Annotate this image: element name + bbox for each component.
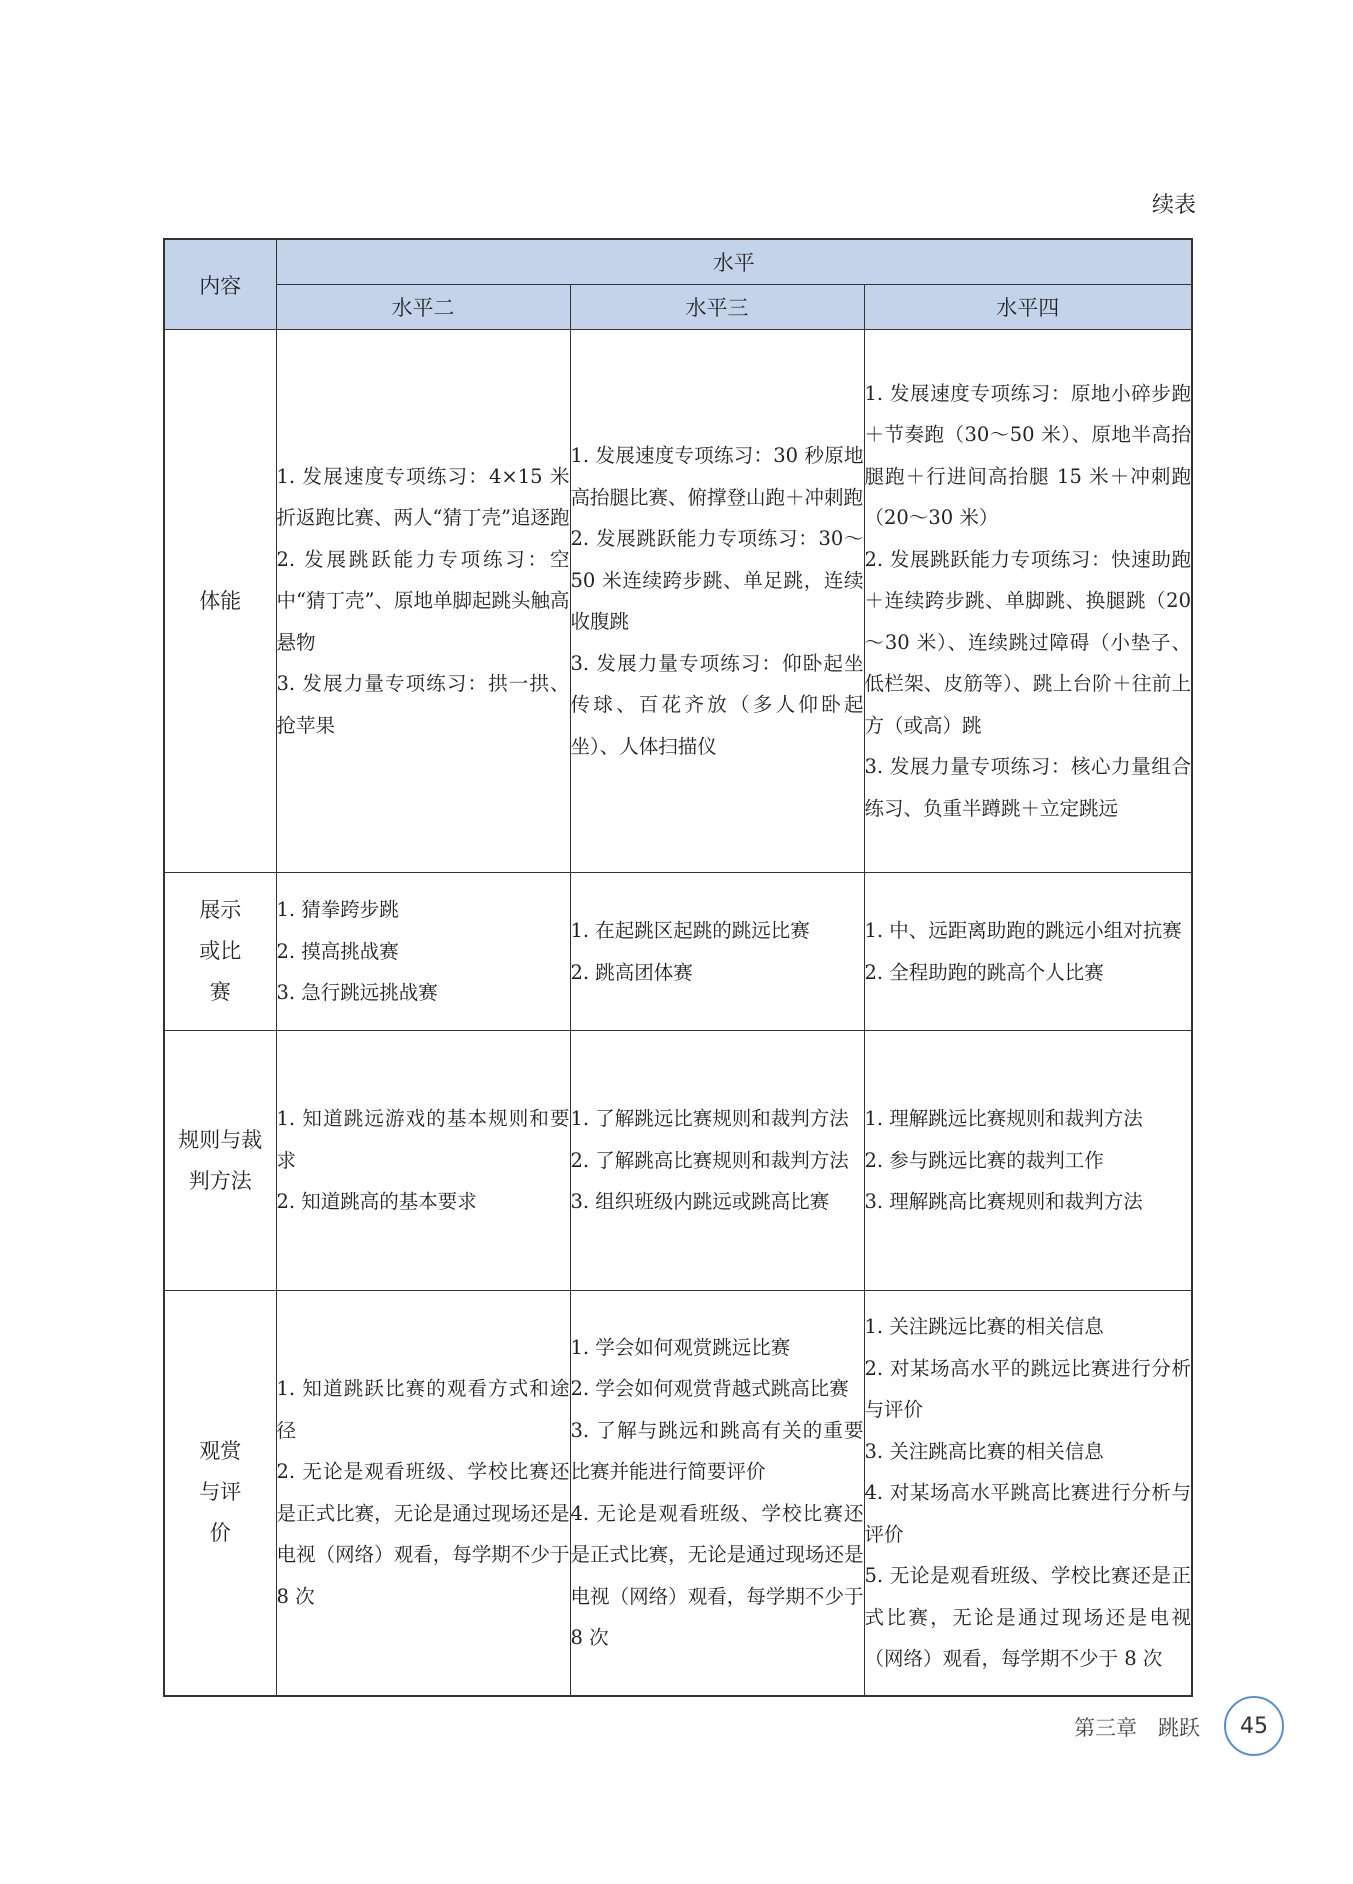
list-item: 5. 无论是观看班级、学校比赛还是正式比赛，无论是通过现场还是电视（网络）观看，每学期不少于 8 次	[864, 1564, 1191, 1670]
list-item: 3. 发展力量专项练习：拱一拱、抢苹果	[276, 672, 570, 737]
header-level-3: 水平三	[570, 285, 864, 330]
chapter-title: 第三章 跳跃	[1074, 1716, 1200, 1740]
list-item: 1. 知道跳跃比赛的观看方式和途径	[276, 1377, 570, 1442]
page-number: 45	[1224, 1696, 1284, 1756]
list-item: 1. 发展速度专项练习：原地小碎步跑＋节奏跑（30～50 米）、原地半高抬腿跑＋行进间高抬腿 15 米＋冲刺跑（20～30 米）	[864, 381, 1191, 530]
list-item: 4. 对某场高水平跳高比赛进行分析与评价	[864, 1481, 1191, 1546]
list-item: 2. 发展跳跃能力专项练习：快速助跑＋连续跨步跳、单脚跳、换腿跳（20～30 米）、连续跳过障碍（小垫子、低栏架、皮筋等）、跳上台阶＋往前上方（或高）跳	[864, 547, 1191, 737]
list-item: 2. 跳高团体赛	[570, 960, 693, 984]
list-item: 3. 发展力量专项练习：核心力量组合练习、负重半蹲跳＋立定跳远	[864, 755, 1191, 820]
list-item: 1. 发展速度专项练习：30 秒原地高抬腿比赛、俯撑登山跑＋冲刺跑	[570, 444, 864, 509]
list-item: 2. 对某场高水平的跳远比赛进行分析与评价	[864, 1356, 1191, 1421]
table-cell	[570, 873, 864, 1031]
list-item: 3. 组织班级内跳远或跳高比赛	[570, 1190, 830, 1214]
table-cell	[570, 330, 864, 873]
table-cell	[276, 330, 570, 873]
curriculum-table	[163, 238, 1193, 1697]
table-cell	[864, 330, 1192, 873]
table-cell	[570, 1291, 864, 1696]
header-content: 内容	[164, 239, 276, 330]
list-item: 1. 猜拳跨步跳	[276, 898, 399, 922]
list-item: 2. 发展跳跃能力专项练习：30～50 米连续跨步跳、单足跳，连续收腹跳	[570, 527, 864, 633]
list-item: 1. 关注跳远比赛的相关信息	[864, 1315, 1104, 1338]
table-row	[164, 1291, 1192, 1696]
table-cell	[276, 873, 570, 1031]
row-label-rules: 规则与裁判方法	[164, 1031, 276, 1291]
table-row	[164, 330, 1192, 873]
list-item: 3. 发展力量专项练习：仰卧起坐传球、百花齐放（多人仰卧起坐）、人体扫描仪	[570, 651, 864, 758]
table-cell	[864, 1291, 1192, 1696]
list-item: 3. 急行跳远挑战赛	[276, 981, 438, 1005]
list-item: 2. 参与跳远比赛的裁判工作	[864, 1148, 1104, 1172]
row-label-appreciation: 观赏与评价	[164, 1291, 276, 1696]
table-cell	[864, 873, 1192, 1031]
list-item: 2. 了解跳高比赛规则和裁判方法	[570, 1148, 849, 1172]
table-cell	[276, 1291, 570, 1696]
list-item: 4. 无论是观看班级、学校比赛还是正式比赛，无论是通过现场还是电视（网络）观看，每学期不少于 8 次	[570, 1501, 864, 1650]
table-cell	[864, 1031, 1192, 1291]
list-item: 3. 了解与跳远和跳高有关的重要比赛并能进行简要评价	[570, 1418, 864, 1484]
list-item: 1. 知道跳远游戏的基本规则和要求	[276, 1107, 570, 1172]
table-row	[164, 873, 1192, 1031]
list-item: 2. 发展跳跃能力专项练习：空中“猜丁壳”、原地单脚起跳头触高悬物	[276, 547, 570, 654]
list-item: 1. 在起跳区起跳的跳远比赛	[570, 919, 810, 942]
list-item: 1. 理解跳远比赛规则和裁判方法	[864, 1107, 1143, 1131]
list-item: 2. 学会如何观赏背越式跳高比赛	[570, 1377, 849, 1401]
table-cell	[276, 1031, 570, 1291]
list-item: 1. 了解跳远比赛规则和裁判方法	[570, 1107, 849, 1131]
list-item: 2. 知道跳高的基本要求	[276, 1190, 477, 1214]
table-row	[164, 1031, 1192, 1291]
header-level-2: 水平二	[276, 285, 570, 330]
list-item: 2. 摸高挑战赛	[276, 939, 399, 963]
continued-label: 续表	[1151, 193, 1196, 218]
list-item: 2. 无论是观看班级、学校比赛还是正式比赛，无论是通过现场还是电视（网络）观看，每学期不少于 8 次	[276, 1460, 570, 1608]
list-item: 1. 发展速度专项练习：4×15 米折返跑比赛、两人“猜丁壳”追逐跑	[276, 464, 570, 530]
table-cell	[570, 1031, 864, 1291]
list-item: 2. 全程助跑的跳高个人比赛	[864, 960, 1104, 984]
list-item: 3. 理解跳高比赛规则和裁判方法	[864, 1190, 1143, 1214]
list-item: 1. 学会如何观赏跳远比赛	[570, 1335, 791, 1359]
list-item: 1. 中、远距离助跑的跳远小组对抗赛	[864, 919, 1182, 942]
header-level: 水平	[276, 239, 1192, 285]
row-label-fitness: 体能	[164, 330, 276, 873]
row-label-competition: 展示或比赛	[164, 873, 276, 1031]
list-item: 3. 关注跳高比赛的相关信息	[864, 1439, 1104, 1463]
header-level-4: 水平四	[864, 285, 1192, 330]
